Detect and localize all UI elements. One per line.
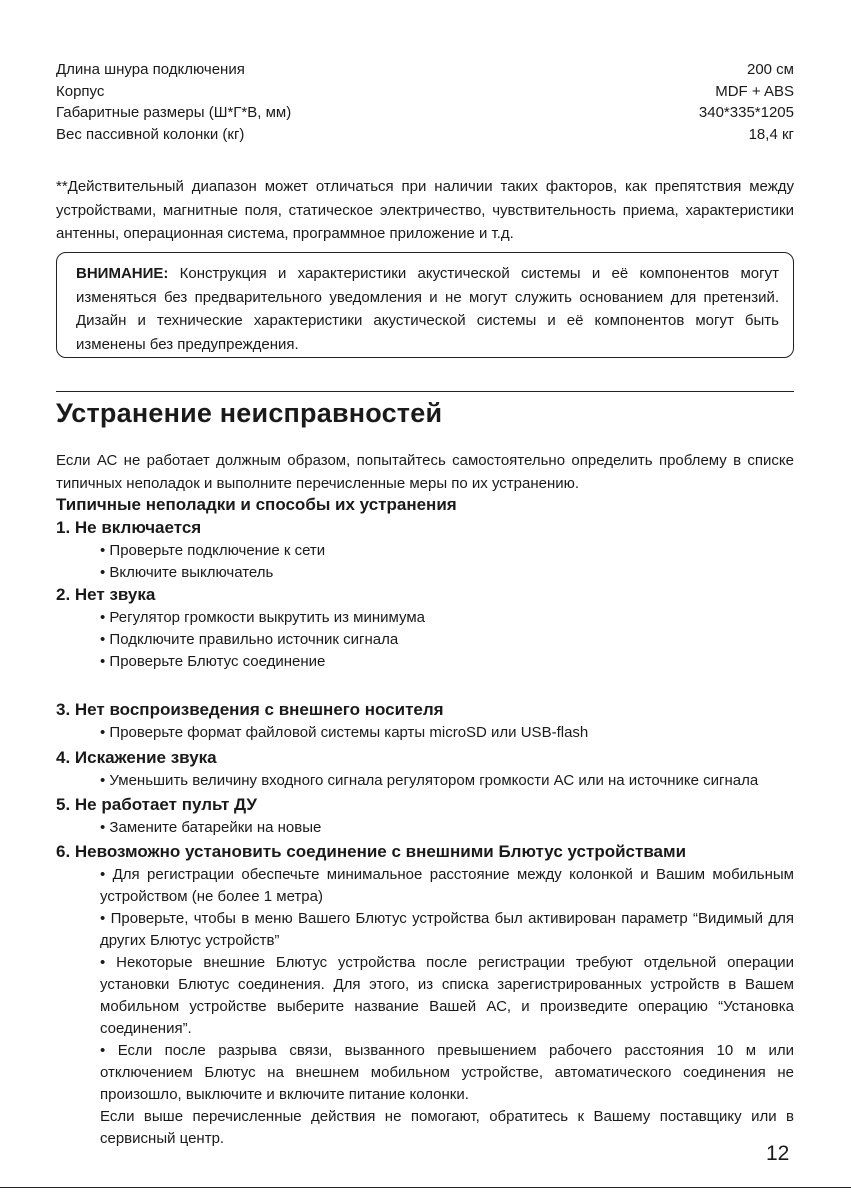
section-divider	[56, 391, 794, 392]
warning-notice-box	[56, 252, 794, 358]
problem-title: 5. Не работает пульт ДУ	[56, 795, 257, 814]
tip-item: • Проверьте подключение к сети	[100, 542, 326, 559]
spec-value: 340*335*1205	[698, 104, 794, 121]
tip-item: • Включите выключатель	[100, 564, 274, 581]
spec-value: 18,4 кг	[748, 125, 794, 143]
spec-row	[56, 102, 794, 124]
spec-label: Длина шнура подключения	[56, 61, 245, 78]
tip-item: • Если после разрыва связи, вызванного превышением рабочего расстояния 10 м или отключением Блютус на внешнем мобильном устройстве, автоматического соединения не произошло, выключите и включите питание колонки.	[100, 1042, 794, 1103]
problem-item	[56, 517, 794, 584]
page-number: 12	[766, 1142, 790, 1165]
spec-row	[56, 59, 794, 81]
section-title: Устранение неисправностей	[56, 398, 443, 428]
problem-item	[56, 584, 794, 673]
problem-item	[56, 841, 794, 1150]
service-advice: Если выше перечисленные действия не помогают, обратитесь к Вашему поставщику или в сервисный центр.	[100, 1108, 794, 1147]
tip-item: • Уменьшить величину входного сигнала регулятором громкости АС или на источнике сигнала	[100, 772, 759, 789]
spacer	[56, 673, 794, 699]
problem-list	[56, 517, 794, 1150]
spec-table	[56, 59, 794, 145]
tip-item: • Некоторые внешние Блютус устройства после регистрации требуют отдельной операции установки Блютус соединения. Для этого, из списка зарегистрированных устройств в Вашем мобильном устройстве выберите название Вашей АС, и произведите операцию “Установка соединения”.	[100, 954, 794, 1037]
tip-item: • Проверьте Блютус соединение	[100, 653, 326, 670]
warning-body: Конструкция и характеристики акустической системы и её компонентов могут изменяться без предварительного уведомления и не могут служить основанием для претензий. Дизайн и технические характеристики акустической системы и её компонентов могут быть изменены без предупреждения.	[76, 265, 779, 353]
page-bottom-border	[0, 1187, 851, 1188]
spec-label: Корпус	[56, 82, 105, 100]
tip-item: • Для регистрации обеспечьте минимальное расстояние между колонкой и Вашим мобильным устройством (не более 1 метра)	[100, 866, 794, 905]
spec-value: MDF + ABS	[715, 82, 794, 100]
problem-title: 3. Нет воспроизведения с внешнего носителя	[56, 700, 444, 719]
tip-item: • Регулятор громкости выкрутить из минимума	[100, 609, 425, 626]
problem-title: 4. Искажение звука	[56, 748, 217, 767]
section-intro: Если АС не работает должным образом, попытайтесь самостоятельно определить проблему в списке типичных неполадок и выполните перечисленные меры по их устранению.	[56, 452, 794, 492]
problem-item	[56, 747, 794, 792]
subsection-title: Типичные неполадки и способы их устранения	[56, 495, 457, 514]
problem-item	[56, 794, 794, 839]
tip-item: • Замените батарейки на новые	[100, 819, 322, 836]
spec-label: Габаритные размеры (Ш*Г*В, мм)	[56, 104, 292, 121]
tip-item: • Подключите правильно источник сигнала	[100, 631, 399, 648]
problem-title: 1. Не включается	[56, 518, 202, 537]
spec-label: Вес пассивной колонки (кг)	[56, 125, 245, 143]
spec-row	[56, 124, 794, 146]
problem-title: 2. Нет звука	[56, 585, 156, 604]
range-footnote: **Действительный диапазон может отличаться при наличии таких факторов, как препятствия между устройствами, магнитные поля, статическое электричество, чувствительность приема, характеристики антенны, операционная система, программное приложение и т.д.	[56, 178, 794, 242]
tip-item: • Проверьте формат файловой системы карты microSD или USB-flash	[100, 724, 589, 741]
tip-item: • Проверьте, чтобы в меню Вашего Блютус устройства был активирован параметр “Видимый для других Блютус устройств”	[100, 910, 794, 949]
spec-value: 200 см	[746, 61, 794, 78]
warning-notice-text	[76, 262, 779, 356]
problem-title: 6. Невозможно установить соединение с внешними Блютус устройствами	[56, 842, 687, 861]
warning-label: ВНИМАНИЕ:	[76, 265, 169, 282]
problem-item	[56, 699, 794, 744]
spec-row	[56, 81, 794, 103]
